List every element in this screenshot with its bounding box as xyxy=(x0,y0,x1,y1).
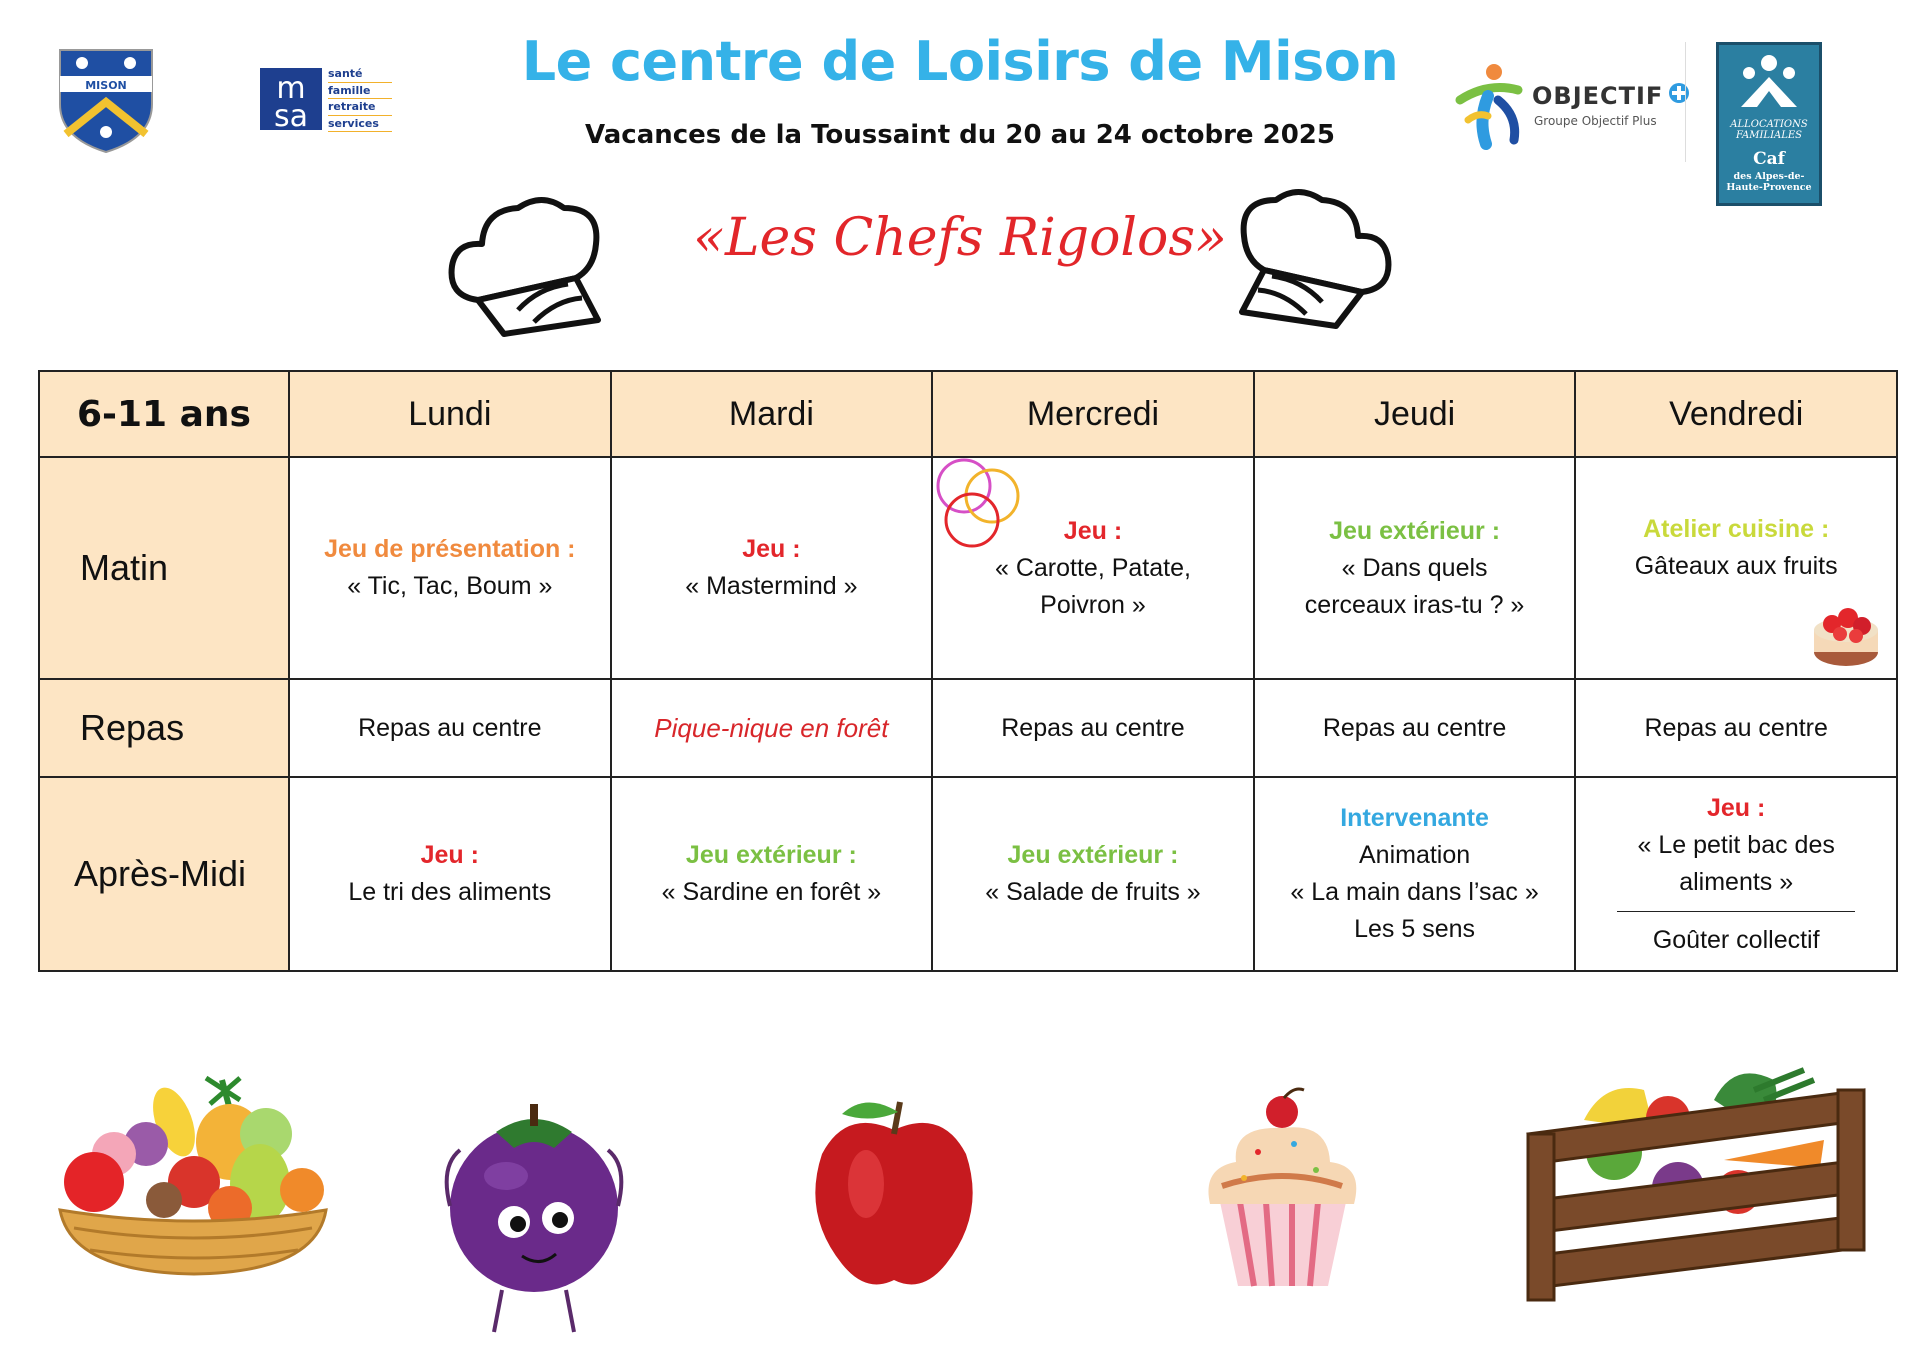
activity-label: Jeu extérieur : xyxy=(1329,516,1501,545)
activity-label: Jeu : xyxy=(742,535,801,563)
svg-text:sa: sa xyxy=(273,99,309,130)
caf-logo-name: Caf xyxy=(1753,149,1785,169)
activity-cell xyxy=(611,457,933,679)
activity-label: Jeu : xyxy=(1063,516,1123,545)
table-row-repas xyxy=(39,679,1897,777)
table-row-apres-midi xyxy=(39,777,1897,971)
day-header-jeudi: Jeudi xyxy=(1254,371,1576,457)
activity-cell xyxy=(1254,777,1576,971)
activity-theme: «Les Chefs Rigolos» xyxy=(693,208,1227,268)
msa-line: santé xyxy=(328,66,392,83)
meal-cell: Repas au centre xyxy=(932,679,1254,777)
age-group-label: 6-11 ans xyxy=(39,371,289,457)
day-header-lundi: Lundi xyxy=(289,371,611,457)
meal-cell: Repas au centre xyxy=(1254,679,1576,777)
activity-cell xyxy=(1254,457,1576,679)
activity-cell xyxy=(289,457,611,679)
day-header-mardi: Mardi xyxy=(611,371,933,457)
rings-icon xyxy=(932,456,1032,552)
page-subtitle: Vacances de la Toussaint du 20 au 24 octobre 2025 xyxy=(585,120,1335,150)
chef-hat-icon xyxy=(1228,180,1398,330)
day-header-vendredi: Vendredi xyxy=(1575,371,1897,457)
activity-label: Jeu : xyxy=(420,841,479,869)
activity-label: Intervenante xyxy=(1340,804,1489,832)
activity-detail: « Carotte, Patate, xyxy=(995,553,1191,582)
activity-detail: « Sardine en forêt » xyxy=(661,878,882,906)
table-header-row xyxy=(39,371,1897,457)
activity-detail: « Tic, Tac, Boum » xyxy=(347,572,553,600)
objectif-figure-icon xyxy=(1448,60,1532,152)
activity-detail: « Dans quels xyxy=(1341,553,1488,582)
row-label-apres-midi: Après-Midi xyxy=(39,777,289,971)
svg-text:m: m xyxy=(276,71,306,106)
logo-divider xyxy=(1685,42,1686,162)
objectif-logo-text: OBJECTIF xyxy=(1532,82,1664,110)
caf-logo-region: des Alpes-de-Haute-Provence xyxy=(1726,171,1812,193)
activity-label: Jeu extérieur : xyxy=(685,841,857,869)
activity-cell xyxy=(1575,777,1897,971)
activity-label: Jeu de présentation : xyxy=(324,535,576,563)
activity-detail: cerceaux iras-tu ? » xyxy=(1304,590,1525,619)
msa-line: famille xyxy=(328,83,392,100)
caf-logo xyxy=(1716,42,1822,206)
plum-character-icon xyxy=(436,1096,632,1336)
msa-line: services xyxy=(328,116,392,133)
plus-icon xyxy=(1668,82,1690,104)
mison-logo-text: MISON xyxy=(85,79,127,92)
activity-detail: aliments » xyxy=(1679,867,1794,896)
activity-detail: « La main dans l’sac » xyxy=(1290,878,1539,906)
strawberry-tart-icon xyxy=(1810,596,1882,672)
activity-detail: « Le petit bac des xyxy=(1637,830,1835,859)
activity-detail: Le tri des aliments xyxy=(348,878,552,906)
cupcake-icon xyxy=(1196,1086,1368,1302)
activity-label: Jeu : xyxy=(1707,793,1766,822)
meal-cell: Pique-nique en forêt xyxy=(611,679,933,777)
caf-family-icon xyxy=(1719,49,1819,119)
row-label-matin: Matin xyxy=(39,457,289,679)
activity-detail: Gâteaux aux fruits xyxy=(1634,552,1838,580)
meal-cell: Repas au centre xyxy=(1575,679,1897,777)
activity-detail: Les 5 sens xyxy=(1354,915,1476,943)
page-title: Le centre de Loisirs de Mison xyxy=(521,30,1399,93)
activity-detail: « Salade de fruits » xyxy=(985,878,1201,906)
objectif-logo xyxy=(1448,60,1688,152)
msa-line: retraite xyxy=(328,99,392,116)
activity-detail: « Mastermind » xyxy=(685,572,858,600)
cell-divider xyxy=(1617,911,1855,912)
activity-label: Jeu extérieur : xyxy=(1007,841,1179,869)
objectif-logo-subtitle: Groupe Objectif Plus xyxy=(1534,114,1657,128)
row-label-repas: Repas xyxy=(39,679,289,777)
snack-label: Goûter collectif xyxy=(1652,925,1820,954)
activity-detail: Poivron » xyxy=(1040,590,1146,619)
activity-cell xyxy=(611,777,933,971)
caf-logo-top-text: ALLOCATIONS FAMILIALES xyxy=(1730,119,1808,141)
activity-detail: Animation xyxy=(1358,841,1471,869)
vegetable-crate-icon xyxy=(1524,1060,1868,1304)
activity-label: Atelier cuisine : xyxy=(1643,515,1830,543)
activity-cell xyxy=(289,777,611,971)
meal-cell: Repas au centre xyxy=(289,679,611,777)
apple-icon xyxy=(806,1094,982,1294)
day-header-mercredi: Mercredi xyxy=(932,371,1254,457)
fruit-basket-icon xyxy=(54,1060,334,1280)
activity-cell xyxy=(932,777,1254,971)
